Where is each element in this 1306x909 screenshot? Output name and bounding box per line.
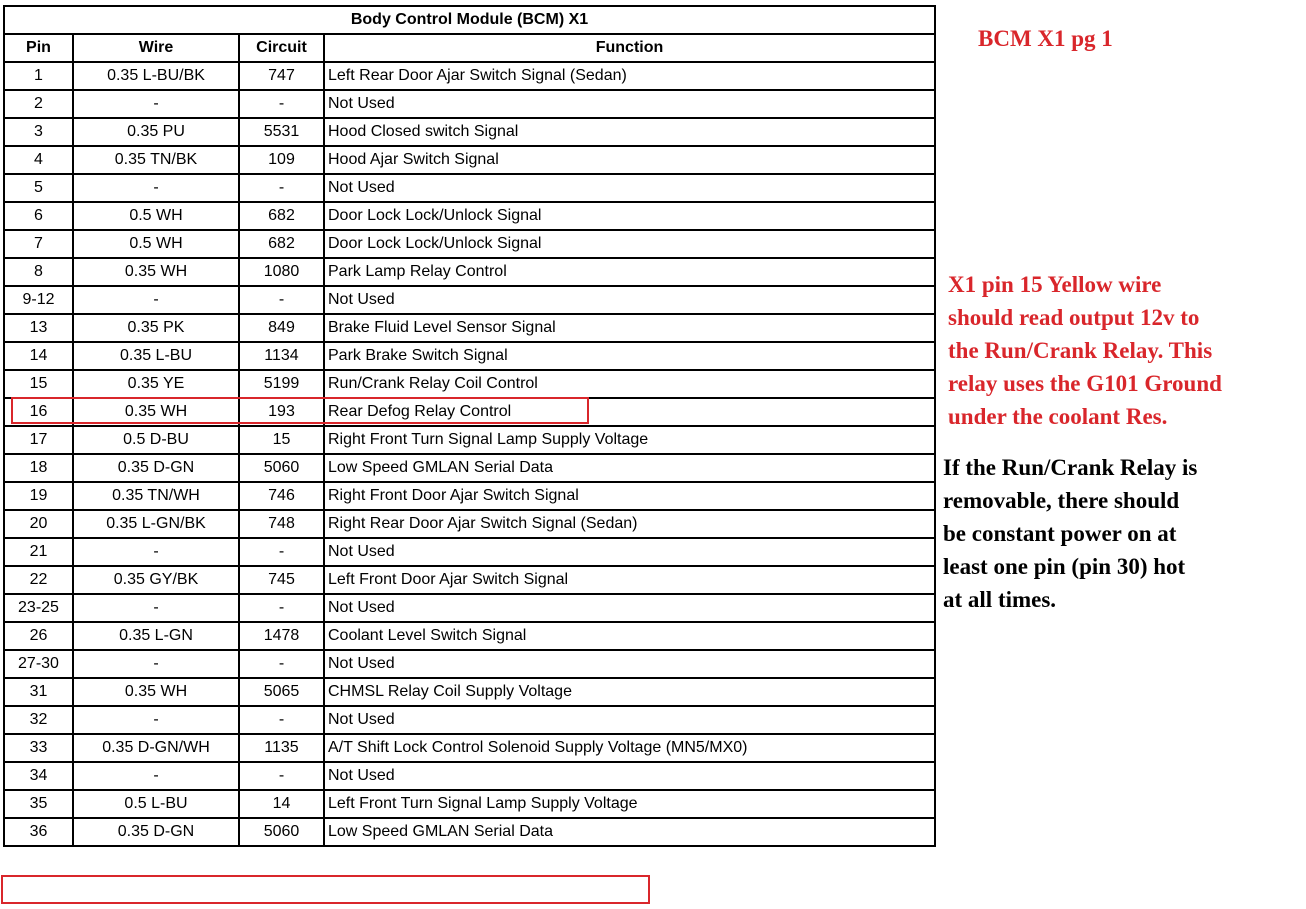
table-row [4,230,935,258]
circuit-cell: - [239,174,324,202]
function-cell: Not Used [324,762,935,790]
pin-cell: 9-12 [4,286,73,314]
wire-cell: 0.5 D-BU [73,426,239,454]
function-cell: Low Speed GMLAN Serial Data [324,818,935,846]
circuit-cell: - [239,706,324,734]
pin-cell: 21 [4,538,73,566]
circuit-cell: - [239,538,324,566]
pin-cell: 26 [4,622,73,650]
table-row [4,258,935,286]
relay-note-line: If the Run/Crank Relay is [943,455,1198,480]
pin15-note-line: should read output 12v to [948,305,1200,330]
circuit-cell: 109 [239,146,324,174]
pin-cell: 23-25 [4,594,73,622]
table-row [4,566,935,594]
circuit-cell: - [239,762,324,790]
circuit-cell: 745 [239,566,324,594]
table-row [4,538,935,566]
wire-cell: 0.35 TN/BK [73,146,239,174]
circuit-cell: - [239,90,324,118]
pin-cell: 34 [4,762,73,790]
wire-cell: - [73,706,239,734]
header-circuit: Circuit [239,34,324,62]
pin-cell: 17 [4,426,73,454]
wire-cell: - [73,286,239,314]
function-cell: Not Used [324,594,935,622]
circuit-cell: - [239,286,324,314]
pin15-note-line: the Run/Crank Relay. This [948,338,1213,363]
page-label: BCM X1 pg 1 [978,26,1113,51]
pin15-note-line: under the coolant Res. [948,404,1168,429]
wire-cell: 0.35 GY/BK [73,566,239,594]
table-row [4,146,935,174]
table-row [4,818,935,846]
circuit-cell: 5060 [239,818,324,846]
circuit-cell: 14 [239,790,324,818]
circuit-cell: 193 [239,398,324,426]
table-row [4,734,935,762]
function-cell: Door Lock Lock/Unlock Signal [324,230,935,258]
function-cell: Hood Closed switch Signal [324,118,935,146]
pin-cell: 5 [4,174,73,202]
circuit-cell: 747 [239,62,324,90]
circuit-cell: 1478 [239,622,324,650]
pin15-note [948,268,1222,433]
table-row [4,342,935,370]
circuit-cell: 1134 [239,342,324,370]
pin-cell: 27-30 [4,650,73,678]
function-cell: Not Used [324,174,935,202]
circuit-cell: 746 [239,482,324,510]
circuit-cell: 15 [239,426,324,454]
wire-cell: 0.35 TN/WH [73,482,239,510]
table-row [4,314,935,342]
wire-cell: 0.5 WH [73,202,239,230]
relay-note-line: be constant power on at [943,521,1177,546]
table-row [4,118,935,146]
table-row [4,174,935,202]
pin-cell: 19 [4,482,73,510]
function-cell: CHMSL Relay Coil Supply Voltage [324,678,935,706]
function-cell: Low Speed GMLAN Serial Data [324,454,935,482]
table-row [4,678,935,706]
function-cell: Run/Crank Relay Coil Control [324,370,935,398]
pin-cell: 36 [4,818,73,846]
wire-cell: 0.35 PK [73,314,239,342]
pin15-note-line: relay uses the G101 Ground [948,371,1222,396]
function-cell: Hood Ajar Switch Signal [324,146,935,174]
bcm-pinout-table [3,5,936,847]
circuit-cell: 682 [239,202,324,230]
header-pin: Pin [4,34,73,62]
table-row [4,510,935,538]
table-row [4,594,935,622]
wire-cell: - [73,594,239,622]
circuit-cell: 5199 [239,370,324,398]
pin-cell: 20 [4,510,73,538]
wire-cell: 0.35 L-BU/BK [73,62,239,90]
wire-cell: - [73,174,239,202]
wire-cell: 0.35 WH [73,398,239,426]
pin-cell: 7 [4,230,73,258]
pin-cell: 32 [4,706,73,734]
function-cell: Left Rear Door Ajar Switch Signal (Sedan) [324,62,935,90]
function-cell: Park Lamp Relay Control [324,258,935,286]
circuit-cell: 5065 [239,678,324,706]
wire-cell: - [73,650,239,678]
pin-cell: 35 [4,790,73,818]
function-cell: Coolant Level Switch Signal [324,622,935,650]
table-row [4,706,935,734]
wire-cell: 0.35 PU [73,118,239,146]
relay-note-line: at all times. [943,587,1057,612]
pin36-highlight-box [1,875,650,904]
function-cell: Left Front Door Ajar Switch Signal [324,566,935,594]
pin-cell: 16 [4,398,73,426]
wire-cell: - [73,90,239,118]
wire-cell: 0.5 L-BU [73,790,239,818]
header-function: Function [324,34,935,62]
pin-cell: 2 [4,90,73,118]
circuit-cell: - [239,594,324,622]
function-cell: Not Used [324,538,935,566]
wire-cell: 0.35 D-GN [73,818,239,846]
table-row [4,286,935,314]
pin15-note-line: X1 pin 15 Yellow wire [948,272,1162,297]
table-row [4,370,935,398]
function-cell: Park Brake Switch Signal [324,342,935,370]
wire-cell: 0.35 D-GN [73,454,239,482]
table-row [4,62,935,90]
table-row [4,482,935,510]
pin-cell: 4 [4,146,73,174]
circuit-cell: 682 [239,230,324,258]
pin-cell: 8 [4,258,73,286]
pin-cell: 1 [4,62,73,90]
relay-note-line: least one pin (pin 30) hot [943,554,1186,579]
function-cell: Right Front Door Ajar Switch Signal [324,482,935,510]
function-cell: Not Used [324,706,935,734]
circuit-cell: 1135 [239,734,324,762]
wire-cell: 0.35 L-GN [73,622,239,650]
wire-cell: 0.35 WH [73,678,239,706]
wire-cell: - [73,538,239,566]
pin-cell: 18 [4,454,73,482]
function-cell: A/T Shift Lock Control Solenoid Supply Voltage (MN5/MX0) [324,734,935,762]
table-row [4,90,935,118]
function-cell: Right Front Turn Signal Lamp Supply Voltage [324,426,935,454]
function-cell: Left Front Turn Signal Lamp Supply Voltage [324,790,935,818]
pin-cell: 33 [4,734,73,762]
pin-cell: 31 [4,678,73,706]
pin-cell: 13 [4,314,73,342]
wire-cell: 0.35 D-GN/WH [73,734,239,762]
header-wire: Wire [73,34,239,62]
circuit-cell: - [239,650,324,678]
pin-cell: 14 [4,342,73,370]
function-cell: Not Used [324,650,935,678]
circuit-cell: 5060 [239,454,324,482]
wire-cell: 0.35 L-BU [73,342,239,370]
function-cell: Not Used [324,286,935,314]
table-body [4,62,935,846]
wire-cell: 0.35 WH [73,258,239,286]
wire-cell: 0.35 L-GN/BK [73,510,239,538]
function-cell: Door Lock Lock/Unlock Signal [324,202,935,230]
circuit-cell: 1080 [239,258,324,286]
table-row [4,790,935,818]
function-cell: Right Rear Door Ajar Switch Signal (Sedan) [324,510,935,538]
relay-note [943,451,1197,616]
relay-note-line: removable, there should [943,488,1180,513]
function-cell: Brake Fluid Level Sensor Signal [324,314,935,342]
table-row [4,762,935,790]
pin-cell: 22 [4,566,73,594]
circuit-cell: 748 [239,510,324,538]
pin-cell: 15 [4,370,73,398]
table-title: Body Control Module (BCM) X1 [4,6,935,34]
circuit-cell: 5531 [239,118,324,146]
table-row [4,622,935,650]
table-row [4,650,935,678]
function-cell: Not Used [324,90,935,118]
wire-cell: - [73,762,239,790]
table-row [4,398,935,426]
function-cell: Rear Defog Relay Control [324,398,935,426]
wire-cell: 0.35 YE [73,370,239,398]
table-row [4,426,935,454]
table-row [4,202,935,230]
pin-cell: 3 [4,118,73,146]
pin-cell: 6 [4,202,73,230]
table-row [4,454,935,482]
circuit-cell: 849 [239,314,324,342]
wire-cell: 0.5 WH [73,230,239,258]
